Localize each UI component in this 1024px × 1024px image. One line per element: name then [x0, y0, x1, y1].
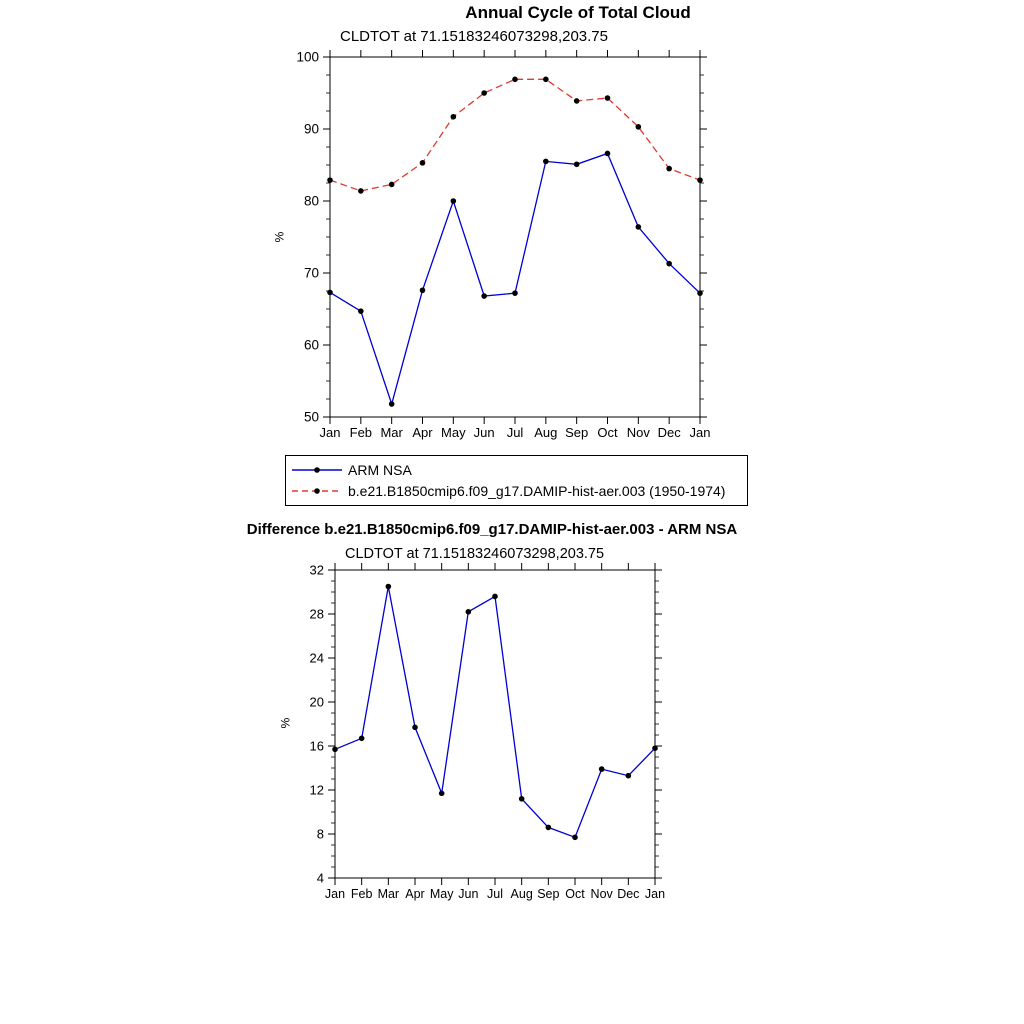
y-tick-label: 12: [309, 782, 324, 798]
data-point-marker: [389, 182, 395, 188]
data-point-marker: [359, 736, 365, 742]
data-point-marker: [481, 293, 487, 299]
x-tick-label: Jun: [473, 425, 495, 440]
x-tick-label: Jul: [506, 425, 524, 440]
data-point-marker: [358, 308, 364, 314]
data-point-marker: [451, 114, 457, 120]
legend-line-sample-dashed-red: [291, 486, 343, 496]
data-point-marker: [412, 725, 418, 731]
x-tick-label: Jan: [319, 425, 341, 440]
y-tick-label: 70: [303, 265, 319, 281]
data-point-marker: [512, 290, 518, 296]
plot-frame: [330, 57, 700, 417]
legend-item-model-run: [291, 481, 742, 503]
y-tick-label: 8: [316, 826, 324, 842]
x-tick-label: Jan: [644, 887, 666, 901]
x-tick-label: Jan: [324, 887, 346, 901]
x-tick-label: Nov: [626, 425, 650, 440]
bottom-chart-title: Difference b.e21.B1850cmip6.f09_g17.DAMIP-hist-aer.003 - ARM NSA: [246, 521, 738, 538]
y-tick-label: 80: [303, 193, 319, 209]
x-tick-label: May: [441, 425, 466, 440]
data-point-marker: [666, 261, 672, 267]
bottom-chart-subtitle: CLDTOT at 71.15183246073298,203.75: [345, 546, 605, 562]
x-tick-label: Jan: [689, 425, 711, 440]
data-point-marker: [543, 159, 549, 165]
data-point-marker: [466, 609, 472, 615]
data-point-marker: [599, 766, 605, 772]
x-tick-label: Sep: [537, 887, 560, 901]
data-point-marker: [574, 161, 580, 167]
y-tick-label: 24: [309, 650, 324, 666]
data-point-marker: [389, 401, 395, 407]
x-tick-label: Aug: [510, 887, 533, 901]
data-point-marker: [666, 166, 672, 172]
series-line-0: [335, 587, 655, 838]
x-tick-label: Apr: [412, 425, 433, 440]
x-tick-label: Feb: [350, 887, 373, 901]
y-tick-label: 90: [303, 121, 319, 137]
data-point-marker: [652, 745, 658, 751]
data-point-marker: [636, 224, 642, 230]
data-point-marker: [697, 290, 703, 296]
data-point-marker: [327, 177, 333, 183]
data-point-marker: [386, 584, 392, 590]
top-chart-subtitle: CLDTOT at 71.15183246073298,203.75: [340, 28, 608, 45]
series-line-1: [330, 79, 700, 191]
y-tick-label: 4: [316, 870, 324, 886]
data-point-marker: [332, 747, 338, 753]
data-point-marker: [327, 290, 333, 296]
top-chart-y-axis-label: %: [272, 231, 287, 243]
y-tick-label: 20: [309, 694, 324, 710]
x-tick-label: Dec: [657, 425, 681, 440]
data-point-marker: [420, 160, 426, 166]
legend-line-sample-solid-blue: [291, 465, 343, 475]
x-tick-label: Jun: [458, 887, 479, 901]
y-tick-label: 60: [303, 337, 319, 353]
chart-legend: [285, 455, 748, 506]
x-tick-label: Jul: [487, 887, 503, 901]
legend-sample-marker: [314, 488, 320, 494]
data-point-marker: [492, 594, 498, 600]
data-point-marker: [481, 90, 487, 96]
data-point-marker: [519, 796, 525, 802]
x-tick-label: Feb: [349, 425, 373, 440]
x-tick-label: Mar: [377, 887, 400, 901]
legend-sample-marker: [314, 467, 320, 473]
data-point-marker: [626, 773, 632, 779]
x-tick-label: Nov: [590, 887, 613, 901]
legend-item-arm-nsa: [291, 459, 742, 481]
data-point-marker: [636, 124, 642, 130]
y-tick-label: 32: [309, 562, 324, 578]
y-tick-label: 16: [309, 738, 324, 754]
x-tick-label: Oct: [565, 887, 585, 901]
x-tick-label: Sep: [565, 425, 589, 440]
legend-label-model-run: b.e21.B1850cmip6.f09_g17.DAMIP-hist-aer.003 (1950-1974): [348, 483, 726, 500]
bottom-chart-y-axis-label: %: [278, 717, 293, 729]
data-point-marker: [451, 198, 457, 204]
bottom-chart-plot-area: [280, 558, 700, 920]
data-point-marker: [512, 77, 518, 83]
data-point-marker: [420, 287, 426, 293]
data-point-marker: [605, 95, 611, 101]
x-tick-label: Aug: [534, 425, 558, 440]
series-line-0: [330, 154, 700, 405]
x-tick-label: May: [429, 887, 454, 901]
data-point-marker: [572, 835, 578, 841]
data-point-marker: [546, 825, 552, 831]
top-chart-title: Annual Cycle of Total Cloud: [465, 3, 691, 22]
data-point-marker: [543, 77, 549, 83]
data-point-marker: [439, 791, 445, 797]
data-point-marker: [358, 188, 364, 194]
y-tick-label: 28: [309, 606, 324, 622]
x-tick-label: Oct: [597, 425, 618, 440]
legend-label-arm-nsa: ARM NSA: [348, 461, 412, 478]
x-tick-label: Dec: [617, 887, 640, 901]
data-point-marker: [574, 98, 580, 104]
data-point-marker: [697, 177, 703, 183]
top-chart-plot-area: [270, 40, 740, 452]
x-tick-label: Mar: [380, 425, 403, 440]
y-tick-label: 50: [303, 409, 319, 425]
y-tick-label: 100: [296, 49, 319, 65]
x-tick-label: Apr: [405, 887, 425, 901]
data-point-marker: [605, 151, 611, 157]
